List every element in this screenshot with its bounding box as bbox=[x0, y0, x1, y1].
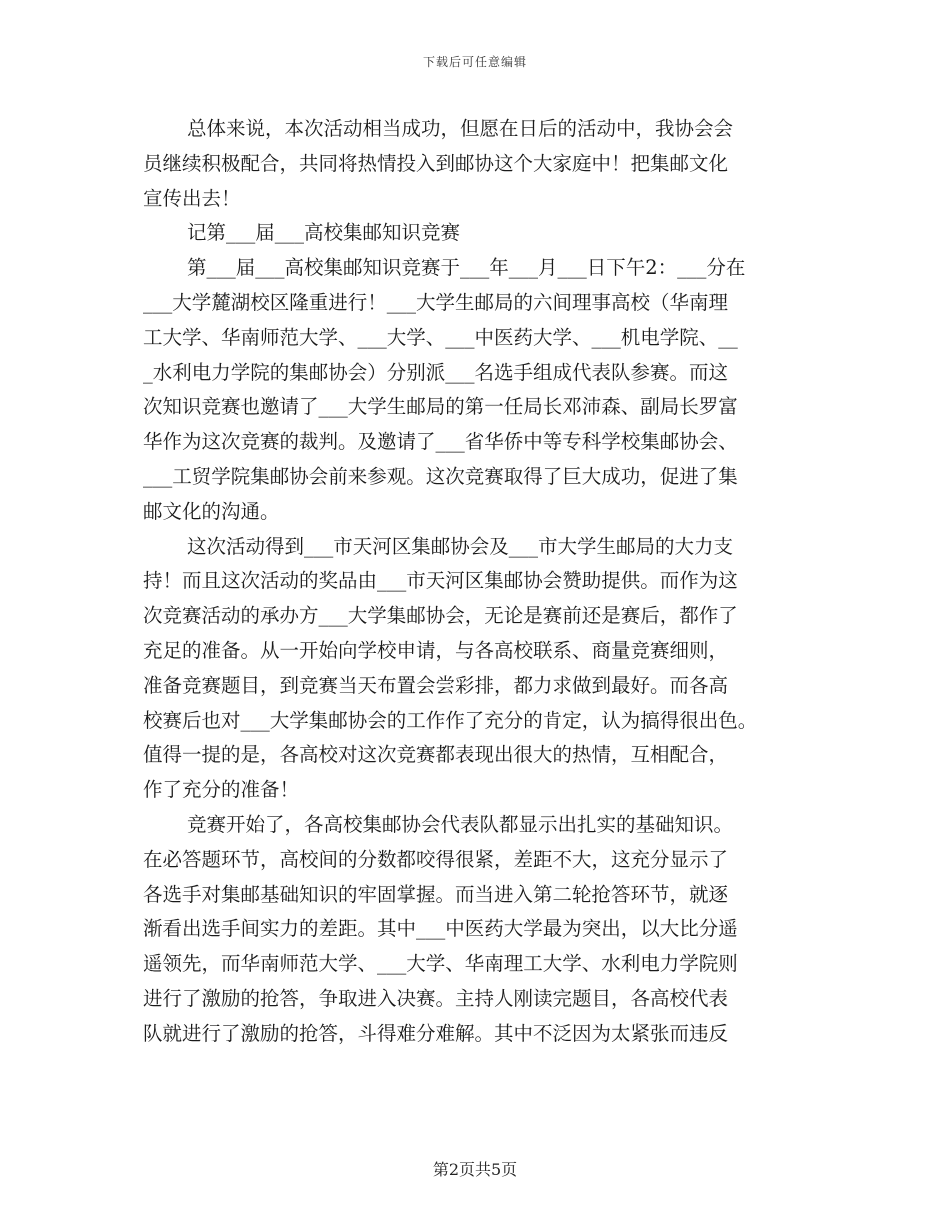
text-line: 邮文化的沟通。 bbox=[143, 499, 280, 523]
text-line: 持！而且这次活动的奖品由___市天河区集邮协会赞助提供。而作为这 bbox=[143, 569, 738, 593]
section-title: 记第___届___高校集邮知识竞赛 bbox=[187, 221, 461, 245]
text-line: 竞赛开始了，各高校集邮协会代表队都显示出扎实的基础知识。 bbox=[187, 812, 734, 836]
text-line: 值得一提的是，各高校对这次竞赛都表现出很大的热情，互相配合， bbox=[143, 743, 729, 767]
page-header: 下载后可任意编辑 bbox=[422, 55, 527, 69]
text-line: 进行了激励的抢答，争取进入决赛。主持人刚读完题目，各高校代表 bbox=[143, 986, 729, 1010]
text-line: ___大学麓湖校区隆重进行！___大学生邮局的六间理事高校（华南理 bbox=[143, 290, 729, 314]
text-line: 各选手对集邮基础知识的牢固掌握。而当进入第二轮抢答环节，就逐 bbox=[143, 882, 729, 906]
text-line: 次知识竞赛也邀请了___大学生邮局的第一任局长邓沛森、副局长罗富 bbox=[143, 395, 738, 419]
text-line: 员继续积极配合，共同将热情投入到邮协这个大家庭中！把集邮文化 bbox=[143, 151, 729, 175]
text-line: 华作为这次竞赛的裁判。及邀请了___省华侨中等专科学校集邮协会、 bbox=[143, 430, 738, 454]
page-number: 第2页共5页 bbox=[432, 1160, 518, 1179]
text-line: 次竞赛活动的承办方___大学集邮协会，无论是赛前还是赛后，都作了 bbox=[143, 604, 738, 628]
text-line: 总体来说，本次活动相当成功，但愿在日后的活动中，我协会会 bbox=[187, 117, 734, 140]
text-line: ___工贸学院集邮协会前来参观。这次竞赛取得了巨大成功，促进了集 bbox=[143, 464, 738, 488]
text-line: 作了充分的准备！ bbox=[143, 778, 300, 802]
text-line: 校赛后也对___大学集邮协会的工作作了充分的肯定，认为搞得很出色。 bbox=[143, 708, 758, 732]
text-line: 渐看出选手间实力的差距。其中___中医药大学最为突出，以大比分遥 bbox=[143, 917, 738, 941]
text-line: 第___届___高校集邮知识竞赛于___年___月___日下午2：___分在 bbox=[187, 256, 746, 280]
text-line: 准备竞赛题目，到竞赛当天布置会尝彩排，都力求做到最好。而各高 bbox=[143, 673, 729, 697]
text-line: 在必答题环节，高校间的分数都咬得很紧，差距不大，这充分显示了 bbox=[143, 847, 729, 871]
text-line: 工大学、华南师范大学、___大学、___中医药大学、___机电学院、__ bbox=[143, 325, 738, 349]
document-body bbox=[143, 112, 808, 1052]
text-line: 队就进行了激励的抢答，斗得难分难解。其中不泛因为太紧张而违反 bbox=[143, 1021, 729, 1045]
text-line: 这次活动得到___市天河区集邮协会及___市大学生邮局的大力支 bbox=[187, 534, 734, 558]
text-line: _水利电力学院的集邮协会）分别派___名选手组成代表队参赛。而这 bbox=[143, 360, 729, 384]
text-line: 充足的准备。从一开始向学校申请，与各高校联系、商量竞赛细则， bbox=[143, 638, 729, 662]
text-line: 遥领先，而华南师范大学、___大学、华南理工大学、水利电力学院则 bbox=[143, 952, 738, 976]
text-line: 宣传出去！ bbox=[143, 186, 241, 210]
